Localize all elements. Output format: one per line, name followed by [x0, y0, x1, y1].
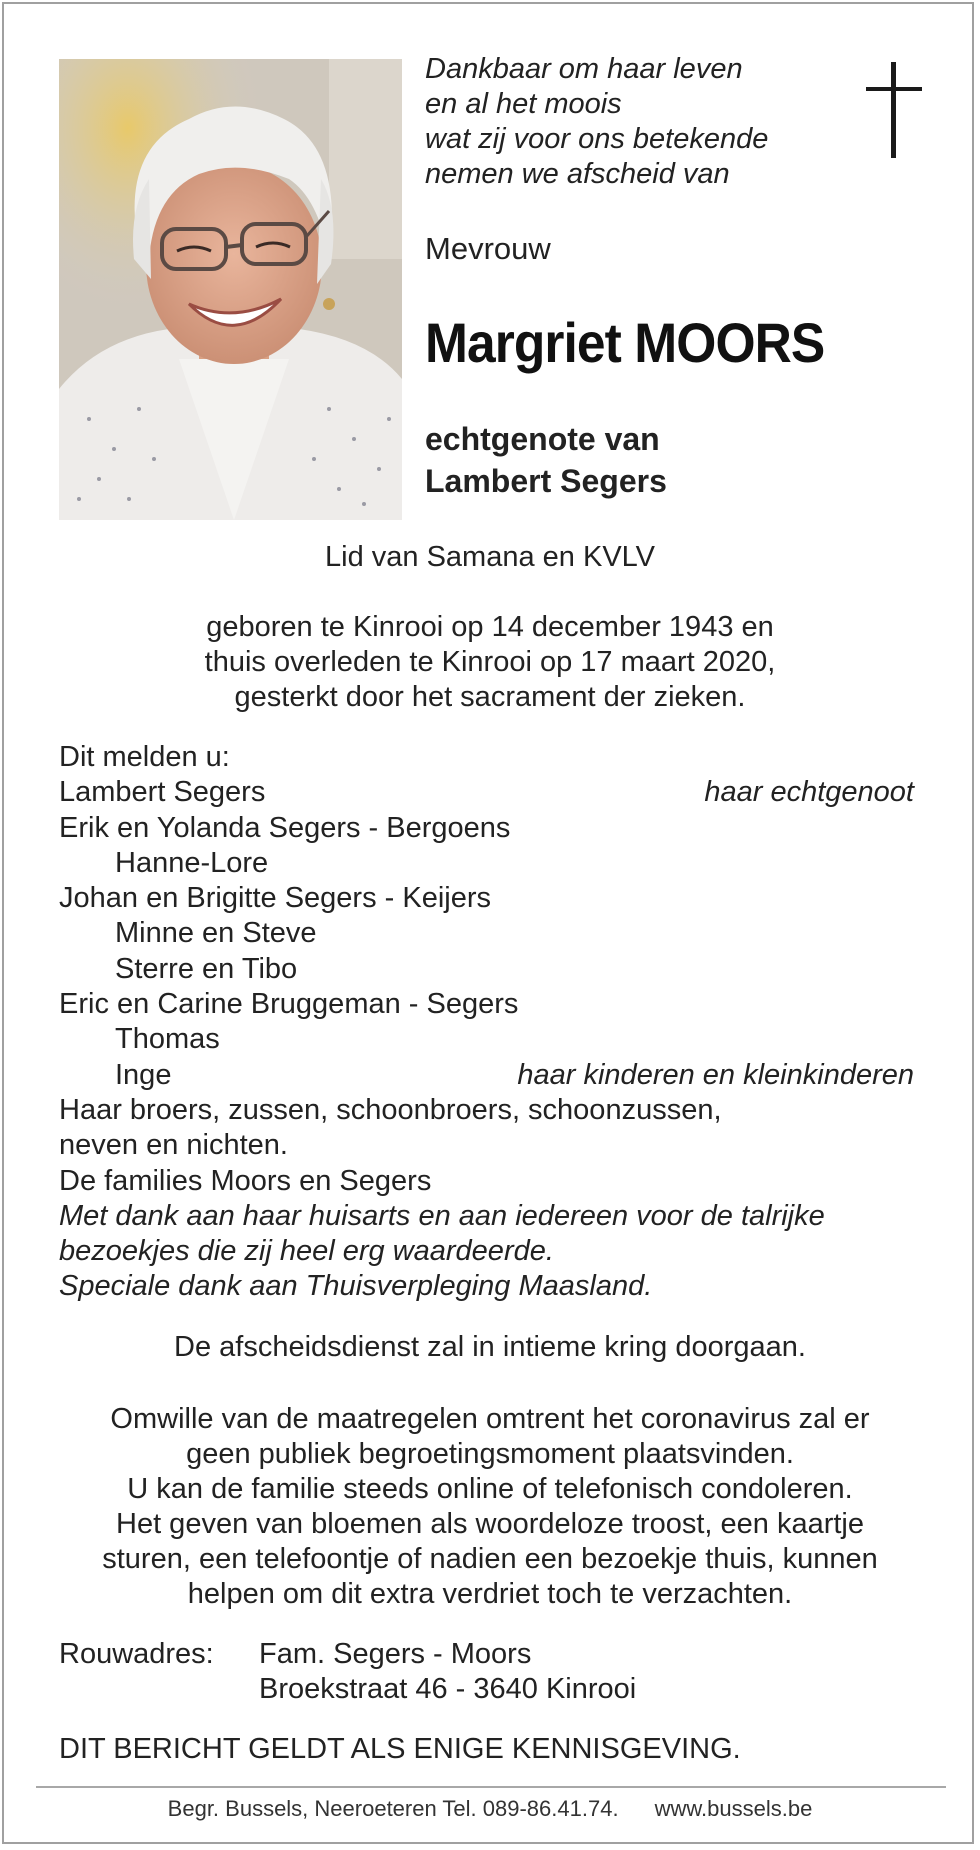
official-notice: DIT BERICHT GELDT ALS ENIGE KENNISGEVING. [59, 1733, 741, 1765]
spouse-line: echtgenote van [425, 421, 660, 457]
corona-line: U kan de familie steeds online of telefonisch condoleren. [127, 1473, 853, 1505]
cross-icon [866, 62, 922, 158]
corona-notice [40, 1402, 940, 1612]
portrait-photo [59, 59, 402, 520]
deceased-name: Margriet MOORS [425, 311, 825, 374]
list-item [59, 811, 914, 846]
born-line: gesterkt door het sacrament der zieken. [234, 681, 746, 713]
announcer-name: Erik en Yolanda Segers - Bergoens [59, 811, 511, 844]
list-item [59, 916, 914, 951]
corona-line: geen publiek begroetingsmoment plaatsvinden. [186, 1438, 794, 1470]
thanks-line: Met dank aan haar huisarts en aan iedereen voor de talrijke [59, 1199, 825, 1232]
poem-line: wat zij voor ons betekende [425, 123, 769, 155]
corona-line: sturen, een telefoontje of nadien een bezoekje thuis, kunnen [102, 1543, 878, 1575]
list-item [59, 1164, 914, 1199]
announcer-name: Sterre en Tibo [115, 952, 298, 985]
list-item [59, 881, 914, 916]
deceased-title: Mevrouw [425, 231, 551, 266]
undertaker-info: Begr. Bussels, Neeroeteren Tel. 089-86.41.74. [167, 1796, 619, 1821]
announcer-name: Haar broers, zussen, schoonbroers, schoonzussen, [59, 1093, 722, 1126]
address-line: Broekstraat 46 - 3640 Kinrooi [259, 1673, 637, 1705]
list-item [59, 952, 914, 987]
announcer-name: Eric en Carine Bruggeman - Segers [59, 988, 519, 1021]
born-line: thuis overleden te Kinrooi op 17 maart 2020, [204, 646, 776, 678]
thanks-line: Speciale dank aan Thuisverpleging Maasland. [59, 1270, 653, 1303]
poem-line: Dankbaar om haar leven [425, 53, 743, 85]
list-item [59, 1058, 914, 1093]
announcer-name: Johan en Brigitte Segers - Keijers [59, 882, 491, 915]
list-item [59, 987, 914, 1022]
corona-line: helpen om dit extra verdriet toch te verzachten. [187, 1578, 793, 1610]
spouse-name: Lambert Segers [425, 463, 667, 499]
corona-line: Omwille van de maatregelen omtrent het coronavirus zal er [110, 1403, 870, 1435]
announcer-name: neven en nichten. [59, 1129, 288, 1162]
website-text: www.bussels.be [654, 1796, 813, 1821]
announcer-name: Lambert Segers [59, 776, 266, 809]
footer-divider [36, 1786, 946, 1788]
list-item [59, 775, 914, 810]
list-item [59, 1093, 914, 1128]
relation-label: haar echtgenoot [704, 776, 914, 809]
announcer-name: Minne en Steve [115, 917, 317, 950]
announcers-list [59, 740, 914, 1305]
announcer-name: Hanne-Lore [115, 846, 269, 879]
announcer-name: Inge [115, 1058, 172, 1091]
corona-line: Het geven van bloemen als woordeloze troost, een kaartje [116, 1508, 864, 1540]
birth-death-info [40, 610, 940, 715]
relation-label: haar kinderen en kleinkinderen [517, 1058, 914, 1091]
address-line: Fam. Segers - Moors [259, 1638, 532, 1670]
announcer-name: De families Moors en Segers [59, 1164, 432, 1197]
poem [425, 52, 768, 192]
membership: Lid van Samana en KVLV [325, 541, 655, 573]
service-info: De afscheidsdienst zal in intieme kring doorgaan. [174, 1331, 806, 1363]
poem-line: nemen we afscheid van [425, 158, 730, 190]
list-item [59, 846, 914, 881]
thanks-line: bezoekjes die zij heel erg waardeerde. [59, 1235, 554, 1268]
list-item [59, 1128, 914, 1163]
address-label: Rouwadres: [59, 1638, 214, 1670]
announcer-name: Thomas [115, 1023, 220, 1056]
announcers-intro: Dit melden u: [59, 741, 230, 773]
spouse-info [425, 418, 667, 502]
born-line: geboren te Kinrooi op 14 december 1943 en [206, 611, 774, 643]
poem-line: en al het moois [425, 88, 622, 120]
list-item [59, 1022, 914, 1057]
footer [0, 1796, 980, 1822]
